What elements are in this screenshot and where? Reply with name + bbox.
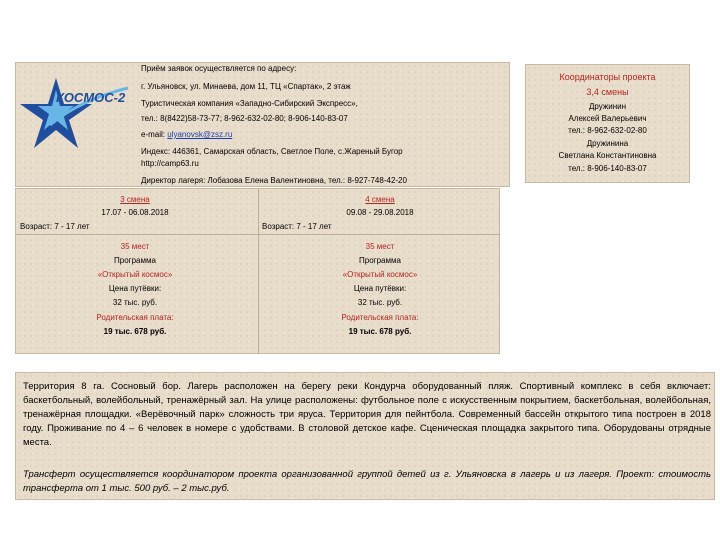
shift-4-program-label: Программа	[359, 256, 401, 265]
shift-4-parent-label: Родительская плата:	[341, 313, 419, 322]
info-line-email	[141, 131, 232, 140]
coordinator-2-name: Светлана Константиновна	[558, 151, 657, 160]
coordinator-1-name: Алексей Валерьевич	[568, 114, 647, 123]
email-link[interactable]: ulyanovsk@zsz.ru	[167, 130, 233, 139]
shift-4-price: 32 тыс. руб.	[357, 298, 403, 307]
shift-3-title: 3 смена	[120, 195, 150, 204]
shift-4-price-label: Цена путёвки:	[353, 284, 407, 293]
coordinator-2-phone: тел.: 8-906-140-83-07	[568, 164, 647, 173]
logo-text: КОСМОС-2	[56, 90, 126, 105]
coordinator-2-surname: Дружинина	[586, 139, 629, 148]
shift-3-price-label: Цена путёвки:	[108, 284, 162, 293]
shift-3-parent-fee: 19 тыс. 678 руб.	[103, 327, 167, 336]
shift-4-places: 35 мест	[365, 242, 395, 251]
coordinators-panel	[525, 64, 690, 183]
shift-4-dates: 09.08 - 29.08.2018	[346, 208, 414, 217]
shifts-row-divider	[15, 234, 500, 235]
shift-3-program-label: Программа	[114, 256, 156, 265]
kosmos-logo	[20, 70, 130, 160]
shift-3-price: 32 тыс. руб.	[112, 298, 158, 307]
shifts-column-divider	[258, 188, 259, 354]
star-logo-icon	[20, 70, 130, 160]
coordinator-1-phone: тел.: 8-962-632-02-80	[568, 126, 647, 135]
coordinator-1-surname: Дружинин	[589, 102, 626, 111]
email-label: e-mail:	[141, 130, 166, 139]
info-line-8: Директор лагеря: Лобазова Елена Валентиновна, тел.: 8-927-748-42-20	[141, 176, 407, 185]
info-line-6: Индекс: 446361, Самарская область, Светлое Поле, с.Жареный Бугор	[141, 147, 403, 156]
shift-4-program: «Открытый космос»	[342, 270, 418, 279]
coordinators-subtitle: 3,4 смены	[586, 87, 629, 97]
shift-3-parent-label: Родительская плата:	[96, 313, 174, 322]
shift-3-program: «Открытый космос»	[97, 270, 173, 279]
shift-4-title: 4 смена	[365, 195, 395, 204]
info-line-7[interactable]: http://camp63.ru	[141, 159, 199, 168]
shift-3-places: 35 мест	[120, 242, 150, 251]
info-line-4: тел.: 8(8422)58-73-77; 8-962-632-02-80; 8-906-140-83-07	[141, 114, 348, 123]
shift-4-parent-fee: 19 тыс. 678 руб.	[348, 327, 412, 336]
info-line-2: г. Ульяновск, ул. Минаева, дом 11, ТЦ «Спартак», 2 этаж	[141, 82, 351, 91]
shift-3-dates: 17.07 - 06.08.2018	[101, 208, 169, 217]
info-line-1: Приём заявок осуществляется по адресу:	[141, 64, 297, 73]
transfer-note: Трансферт осуществляется координатором проекта организованной группой детей из г. Ульяновска в лагерь и из лагеря. Проект: стоимость трансферта от 1 тыс. 500 руб. – 2 тыс.руб.	[23, 469, 711, 494]
info-line-3: Туристическая компания «Западно-Сибирский Экспресс»,	[141, 99, 358, 108]
shift-4-age: Возраст: 7 - 17 лет	[262, 222, 332, 231]
camp-description: Территория 8 га. Сосновый бор. Лагерь расположен на берегу реки Кондурча оборудованный пляж. Спортивный комплекс в себя включает: баскетбольный, волейбольный, тренажёрный зал. На улице расположены: футбольное поле с искусственным покрытием, баскетбольная, волейбольная, тренажёрная площадки. «Верёвочный парк» сложность три яруса. Территория для пейнтбола. Современный бассейн открытого типа построен в 2018 году. Проживание по 4 – 6 человек в номере с удобствами. В столовой детское кафе. Сценическая площадка закрытого типа. Оборудованы отрядные места.	[23, 381, 711, 448]
shift-3-age: Возраст: 7 - 17 лет	[20, 222, 90, 231]
coordinators-title: Координаторы проекта	[559, 72, 656, 82]
